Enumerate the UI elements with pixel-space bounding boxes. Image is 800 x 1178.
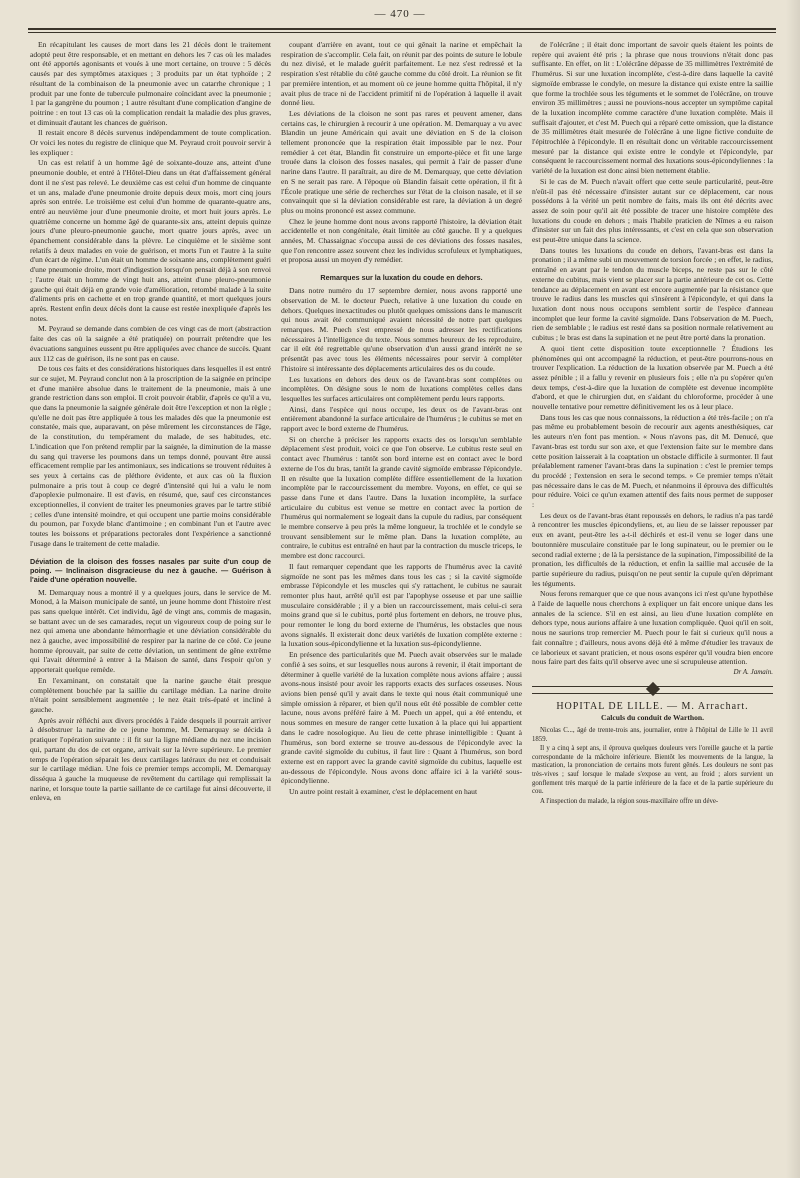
page-number: — 470 — xyxy=(374,8,426,20)
paragraph: En récapitulant les causes de mort dans les 21 décès dont le traitement adopté peut être responsable, et en mettant en dehors les 7 cas où les malades ont été apportés agonisants et voués à une mort certaine, on trouve : 5 décès causés par des symptômes ataxiques ; 3 produits par un état typhoïde ; 2 résultant de la combinaison de la pneumonie avec un catarrhe chronique ; 1 produit par une fonte de tubercule pulmonaire coïncidant avec la pneumonie ; 1 par la gangrène du poumon ; 1 autre résultant d'une complication d'angine de poitrine : en tout 13 cas où la complication rendait la maladie des plus graves, et diminuait d'autant les chances de guérison. xyxy=(30,40,271,127)
paragraph: Dans toutes les luxations du coude en dehors, l'avant-bras est dans la pronation ; il a même subi un mouvement de torsion forcée ; en effet, le radius, entraîné en avant par le tendon du muscle biceps, ne reste pas sur le côté externe du cubitus, mais vient se placer sur la partie antérieure de cet os. Cette tendance au déplacement en avant est encore augmentée par la résistance que trouve le radius dans les muscles qui s'insèrent à l'épicondyle, et qui dans la luxation dont nous nous occupons semblent sortir de l'espèce d'anneau incomplet que leur forme la cavité sigmoïde. Dans l'observation de M. Puech, rien de semblable ; le radius est resté dans sa position normale relativement au cubitus ; le bras est dans la supination et ne peut être porté dans la pronation. xyxy=(532,245,773,343)
signature: Dr A. Jamain. xyxy=(733,668,773,676)
divider-ornament-icon xyxy=(645,682,659,696)
paragraph: Il faut remarquer cependant que les rapports de l'humérus avec la cavité sigmoïde ne sont pas les mêmes dans tous les cas ; si la cavité sigmoïde embrasse l'épicondyle et les muscles qui s'y rattachent, le cubitus ne saurait remonter plus haut, arrêté qu'il est par l'apophyse osseuse et par une saillie musculaire considérable ; il y a bien un raccourcissement, mais celui-ci sera moins grand que si le cubitus, porté plus fortement en dehors, ne trouve plus, pour remonter le long du bord externe de l'humérus, les obstacles que nous avons signalés. Il existerait donc deux variétés de luxation complète externe : la luxation sous-épicondylienne et la luxation sus-épicondylienne. xyxy=(281,561,522,649)
hospital-section-title: HOPITAL DE LILLE. — M. Arrachart. xyxy=(556,700,749,712)
column-2 xyxy=(281,40,522,1170)
paragraph: Après avoir réfléchi aux divers procédés à l'aide desquels il pourrait arriver à désobstruer la narine de ce jeune homme, M. Demarquay se décida à pratiquer l'opération suivante : il fit sur la ligne médiane du nez une incision qui, partant du dos de cet organe, arrivait sur la lèvre supérieure. Le premier temps de l'opération séparait les deux cartilages latéraux du nez et conduisait sur le cartilage médian. Une fois ce premier temps accompli, M. Demarquay disséqua à gauche la muqueuse de revêtement du cartilage qui remplissait la narine, et lorsque toute la partie saillante de ce cartilage fut ainsi découverte, il enleva, en xyxy=(30,715,271,803)
header-rule xyxy=(28,28,776,33)
section-title-deviation: Déviation de la cloison des fosses nasales par suite d'un coup de poing. — Inclinaison disgracieuse du nez à gauche. — Guérison à l'aide d'une opération nouvelle. xyxy=(30,556,271,584)
paragraph: En présence des particularités que M. Puech avait observées sur le malade confié à ses soins, et sur lesquelles nous aurons à revenir, il était important de déterminer à quelle variété de la luxation complète nous avions affaire ; aussi avons-nous insisté pour avoir les rapports exacts des surfaces osseuses. Nous avions bien pensé qu'il y avait dans le texte qui nous était communiqué une simple omission à réparer, et bien qu'il nous eût été possible de combler cette lacune, nous avons préféré faire à M. Puech un appel, qui a été entendu, et nous sommes en mesure de ranger cette luxation à la place qui lui appartient dans le cadre nosologique. Au lieu de cette phrase inintelligible : Quant à l'humérus, son bord externe se trouve au-dessous de l'épicondyle avec la grande cavité sigmoïde du cubitus, il faut lire : Quant à l'humérus, son bord externe est en rapport avec la grande cavité sigmoïde du cubitus, laquelle est au-dessous de l'épicondyle. Nous avons donc affaire ici à la variété sous-épicondylienne. xyxy=(281,650,522,786)
paragraph: De tous ces faits et des considérations historiques dans lesquelles il est entré sur ce sujet, M. Peyraud conclut non à la proscription de la saignée en principe et d'une manière absolue dans le traitement de la pneumonie, mais à une grande restriction dans son emploi. Il croit pouvoir établir, d'après ce qu'il a vu, que dans la pneumonie la saignée générale doit être l'exception et non la règle ; qu'elle ne doit pas être appliquée à tous les malades dès que la pneumonie est constatée, mais que, auparavant, on pèse mûrement les circonstances de l'âge, de la constitution, du tempérament du malade, de ses habitudes, etc. L'indication que l'on prétend remplir par la saignée, la diminution de la masse du sang qui traverse les poumons dans un temps donné, pouvant être aussi efficacement remplie par les antimoniaux, ses indications se trouvent réduites à ses yeux à certains cas de pléthore évidente, et aux cas où la fluxion pulmonaire a pris tout à coup ce degré d'intensité qui lui a valu le nom d'apoplexie pulmonaire. Il est d'avis, en résumé, que, sauf ces circonstances exceptionnelles, il convient de traiter les pneumonies graves par le tartre stibié ; celles d'une intensité moindre, et qui occupent une partie moins considérable du poumon, par l'oxyde blanc d'antimoine ; en combinant l'un et l'autre avec toutes les boissons et préparations pectorales dont l'expérience a sanctionné l'usage dans le traitement de cette maladie. xyxy=(30,364,271,548)
paragraph: Nous ferons remarquer que ce que nous avançons ici n'est qu'une hypothèse à l'aide de laquelle nous cherchons à expliquer un fait encore unique dans les annales de la science. S'il en est ainsi, au lieu d'une luxation complète en dehors type, nous aurions affaire à une luxation compliquée. Quoi qu'il en soit, nous ne saurions trop remercier M. Puech pour le fait si curieux qu'il nous a fait connaître ; d'ailleurs, nous avons déjà été à même d'étudier les travaux de ce laborieux et savant praticien, et nous osons espérer qu'il voudra bien encore nous faire part des faits qu'il observe avec une si scrupuleuse attention. xyxy=(532,589,773,667)
paragraph: Dans notre numéro du 17 septembre dernier, nous avons rapporté une observation de M. le docteur Puech, relative à une luxation du coude en dehors. Quelques inexactitudes ou plutôt quelques omissions dans le manuscrit qui nous avait été communiqué avaient nécessité de notre part quelques remarques. M. Puech s'est empressé de nous adresser les rectifications nécessaires à l'intelligence du texte. Nous sommes heureux de les reproduire, car il eût été regrettable qu'une observation d'un aussi grand intérêt ne se présentât pas avec tous les éléments nécessaires pour servir à compléter l'histoire si intéressante des déplacements articulaires des os du coude. xyxy=(281,286,522,373)
section-divider xyxy=(532,686,773,694)
paragraph: En l'examinant, on constatait que la narine gauche était presque complètement bouchée par la saillie du cartilage médian. La narine droite n'était point sensiblement augmentée ; le nez était très-épaté et incliné à gauche. xyxy=(30,675,271,714)
paragraph: Les luxations en dehors des deux os de l'avant-bras sont complètes ou incomplètes. On désigne sous le nom de luxations complètes celles dans lesquelles les surfaces articulaires ont complètement perdu leurs rapports. xyxy=(281,374,522,403)
text-columns xyxy=(30,40,774,1170)
paragraph: Un autre point restait à examiner, c'est le déplacement en haut xyxy=(289,787,478,797)
paragraph: coupant d'arrière en avant, tout ce qui gênait la narine et empêchait la respiration de s'accomplir. Cela fait, on réunit par des points de suture le lobule du nez divisé, et le malade guérit parfaitement. Le nez s'est redressé et la respiration s'est rétablie du côté gauche comme du côté droit. La réunion se fit par première intention, et au moment où ce jeune homme quitta l'hôpital, il n'y avait plus de trace ni de l'accident primitif ni de l'opération à laquelle il avait donné lieu. xyxy=(281,40,522,108)
paragraph: M. Peyraud se demande dans combien de ces vingt cas de mort (abstraction faite des cas où la saignée a été pratiquée) on pourrait prétendre que les évacuations sanguines eussent pu être appliquées avec chance de succès. Quant aux 112 cas de guérison, ils ne sont pas en cause. xyxy=(30,324,271,363)
column-3 xyxy=(532,40,773,1170)
section-title-luxation: Remarques sur la luxation du coude en dehors. xyxy=(320,273,483,283)
page-edge-shadow xyxy=(786,0,800,1178)
paragraph: Si le cas de M. Puech n'avait offert que cette seule particularité, peut-être n'eût-il pas été nécessaire d'insister autant sur ce déplacement, car nous possédons à la vérité un petit nombre de faits, mais ils ont été décrits avec assez de soin pour qu'il ait été possible de tracer une histoire complète des luxations du coude en dehors ; mais l'habile praticien de Nîmes a eu raison d'insister sur un fait des plus intéressants, et c'est en cela que son observation est peut-être unique dans la science. xyxy=(532,176,773,245)
paragraph: Un cas est relatif à un homme âgé de soixante-douze ans, atteint d'une pneumonie double, et entré à l'Hôtel-Dieu dans un état d'affaissement général dont il ne s'est pas relevé. Le deuxième cas est celui d'un homme de cinquante et un ans, malade d'une pneumonie droite depuis deux mois, mort cinq jours après son entrée. Le troisième est celui d'un homme de quarante-quatre ans, entré au neuvième jour d'une pneumonie droite, et mort huit jours après. Le quatrième concerne un homme âgé de quarante-six ans, atteint depuis quinze jours d'une pleuro-pneumonie gauche, mort quatre jours après, avec un épanchement considérable dans la plèvre. Le cinquième et le sixième sont relatifs à deux malades en voie de guérison, et morts l'un et l'autre à la suite d'un écart de régime. L'un était un homme de soixante ans, complètement guéri d'une pneumonie droite, mort d'indigestion lorsqu'on pensait déjà à son renvoi ; l'autre était un homme de vingt huit ans, atteint d'une pleuro-pneumonie gauche qui était déjà en grande voie d'amélioration, retombé malade à la suite d'aliments pris en cachette et en trop grande quantité, et mort quelques jours après. Restent enfin deux décès dont la cause est restée inexpliquée d'après les notes. xyxy=(30,158,271,323)
paragraph: A quoi tient cette disposition toute exceptionnelle ? Étudions les phénomènes qui ont accompagné la réduction, et peut-être pourrons-nous en trouver l'explication. La réduction de la luxation observée par M. Puech a été assez pénible ; il a fallu y revenir en plusieurs fois ; elle n'a pu s'opérer qu'en deux temps, c'est-à-dire que la luxation de complète est devenue incomplète d'abord, et que le chirurgien dut, en s'aidant du chloroforme, procéder à une nouvelle tentative pour remettre définitivement les os à leur place. xyxy=(532,343,773,412)
hospital-section-subtitle: Calculs du conduit de Warthon. xyxy=(600,713,705,723)
paragraph: Les déviations de la cloison ne sont pas rares et peuvent amener, dans certains cas, le chirurgien à recourir à une opération. M. Demarquay a vu avec Blandin un jeune Américain qui avait une déviation en S de la cloison tellement prononcée que la respiration était impossible par le nez. Pour remédier à cet état, Blandin fit construire un emporte-pièce et fit une large trouée dans la cloison des fosses nasales, qui permit à l'air de passer d'une narine dans l'autre. Il paraîtrait, au dire de M. Demarquay, que cette déviation en S ne serait pas rare. A l'époque où Blandin faisait cette opération, il fit à l'École pratique une série de recherches sur l'état de la cloison nasale, et il se convainquit que si la déviation considérable est rare, la déviation à un degré plus ou moins prononcé est assez commune. xyxy=(281,108,522,215)
paragraph: Dans tous les cas que nous connaissons, la réduction a été très-facile ; on n'a pas même eu probablement besoin de recourir aux agents anesthésiques, car les auteurs n'en font pas mention. « Nous n'avons pas, dit M. Denucé, que l'avant-bras est tordu sur son axe, et que l'extension faite sur le membre dans cette position laisserait à la coaptation un obstacle difficile à surmonter. Il faut préalablement ramener l'avant-bras dans la supination : c'est le premier temps du procédé ; l'extension en sera le second temps. » Ce premier temps n'était pas nécessaire dans le cas de M. Puech, et néanmoins il éprouva des difficultés pour réduire. Voici ce qu'un examen attentif des faits nous permet de supposer : xyxy=(532,412,773,510)
paragraph: Ainsi, dans l'espèce qui nous occupe, les deux os de l'avant-bras ont entièrement abandonné la surface articulaire de l'humérus ; le cubitus se met en rapport avec le bord externe de l'humérus. xyxy=(281,404,522,434)
column-1 xyxy=(30,40,271,1170)
paragraph: A l'inspection du malade, la région sous-maxillaire offre un déve- xyxy=(540,797,719,805)
paragraph: Si on cherche à préciser les rapports exacts des os lorsqu'un semblable déplacement s'est produit, voici ce que l'on observe. Le cubitus reste seul en contact avec l'humérus : tantôt son bord interne est en contact avec le bord externe de l'os du bras, tantôt la grande cavité sigmoïde embrasse l'épicondyle. Il en résulte que la luxation complète diffère essentiellement de la luxation incomplète par le raccourcissement du membre. Voyons, en effet, ce qui se passe dans l'une et dans l'autre. Dans la luxation incomplète, la surface articulaire du cubitus est venue se mettre en contact avec la portion de l'humérus qui normalement se logeait dans la cupule du radius, par conséquent le membre conserve à peu près la même longueur, la trochlée et le condyle se trouvant sensiblement sur le même plan. Dans la luxation complète, au contraire, le cubitus est entraîné en haut par la contraction du muscle triceps, le membre est donc raccourci. xyxy=(281,434,522,561)
paragraph: Il restait encore 8 décès survenus indépendamment de toute complication. Or voici les notes du registre de clinique que M. Peyraud croit pouvoir servir à les expliquer : xyxy=(30,128,271,157)
paragraph: Il y a cinq à sept ans, il éprouva quelques douleurs vers l'oreille gauche et la partie correspondante de la mâchoire inférieure. Bientôt les mouvements de la langue, la mastication, la prononciation de certains mots furent gênés. Les douleurs ne sont pas très-vives ; sauf lorsque le malade s'expose au vent, au froid ; alors survient un gonflement très marqué de la partie inférieure de la face et de la partie supérieure du cou. xyxy=(532,745,773,796)
paragraph: Les deux os de l'avant-bras étant repoussés en dehors, le radius n'a pas tardé à rencontrer les muscles épicondyliens, et, au lieu de se laisser repousser par eux en avant, peut-être les a-t-il déchirés et est-il venu se loger dans une boutonnière musculaire constituée par le long supinateur, ou le premier ou le second radial externe ; de là la persistance de la supination, l'impossibilité de la pronation, les difficultés de la réduction, et enfin la saillie mal accusée de la partie supérieure du radius, puisqu'on ne peut sentir la cupule qu'en déprimant les téguments. xyxy=(532,510,773,588)
paragraph: de l'olécrâne ; il était donc important de savoir quels étaient les points de repère qui avaient été pris ; la phrase que nous trouvions n'était donc pas suffisante. En effet, on lit : L'olécrâne dépasse de 35 millimètres l'extrémité de l'humérus. Si sur une luxation incomplète, c'est-à-dire dans laquelle la cavité sigmoïde embrasse le condyle, on mesure la distance qui existe entre la saillie que forme la trochlée sous les téguments et le sommet de l'olécrâne, on trouve environ 35 millimètres ; aussi ne pouvions-nous accepter un symptôme capital de la luxation incomplète comme caractère d'une luxation complète. Mais il suffisait d'ajouter, et c'est M. Puech qui a réparé cette omission, que la distance de 35 millimètres était mesurée de l'olécrâne à une ligne fictive conduite de l'épitrochlée à l'épicondyle. Il en résultait donc un véritable raccourcissement mesuré par la distance qui existe entre le condyle et l'épicondyle, par conséquent le raccourcissement normal des luxations sous-épicondyliennes : la variété de la luxation est donc ainsi bien nettement établie. xyxy=(532,40,773,176)
paragraph: M. Demarquay nous a montré il y a quelques jours, dans le service de M. Monod, à la Maison municipale de santé, un jeune homme dont l'histoire n'est pas sans quelque intérêt. Cet individu, âgé de vingt ans, commis de magasin, se battant avec un de ses camarades, reçut un vigoureux coup de poing sur le nez qui amena une abondante hémorrhagie et une déviation considérable du nez à gauche, avec impossibilité de respirer par la narine de ce côté. Ce jeune homme éprouvait, par suite de cette déviation, un sentiment de gêne extrême qui l'avait déterminé à entrer à la Maison de santé, dans l'espoir qu'on y apporterait quelque remède. xyxy=(30,587,271,675)
paragraph: Chez le jeune homme dont nous avons rapporté l'histoire, la déviation était accidentelle et non congénitale, était limitée au côté gauche. Il y a quelques années, M. Chassaignac s'occupa aussi de ces déviations des fosses nasales, que l'on rencontre assez souvent chez les individus scrofuleux et lymphatiques, et proposa aussi un moyen d'y remédier. xyxy=(281,216,522,265)
paragraph: Nicolas C..., âgé de trente-trois ans, journalier, entre à l'hôpital de Lille le 11 avril 1859. xyxy=(532,727,773,743)
